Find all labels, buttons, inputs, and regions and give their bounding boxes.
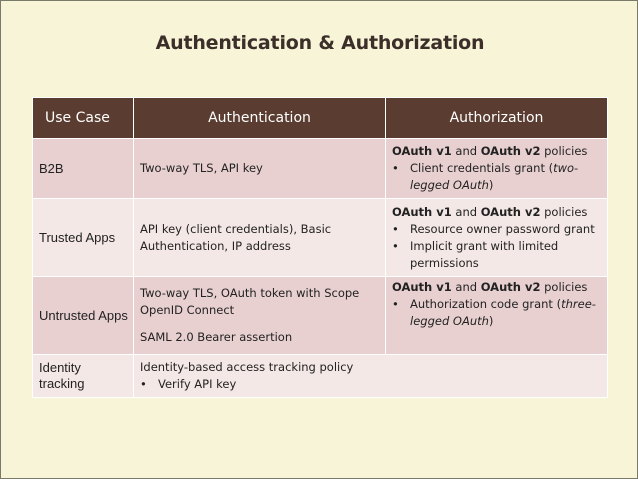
bullet-icon: • xyxy=(392,238,399,253)
table-row xyxy=(33,199,608,277)
list-item: • Implicit grant with limited permissions xyxy=(392,238,559,270)
authentication-cell: API key (client credentials), Basic Authentication, IP address xyxy=(134,199,386,277)
authorization-cell xyxy=(386,199,608,277)
list-item: • Resource owner password grant xyxy=(392,221,595,236)
authorization-cell xyxy=(386,277,608,355)
bullet-icon: • xyxy=(392,161,399,175)
header-use-case: Use Case xyxy=(33,98,134,139)
slide-title: Authentication & Authorization xyxy=(155,32,485,54)
use-case-cell: Trusted Apps xyxy=(33,199,134,277)
table-row xyxy=(33,139,608,199)
table-row xyxy=(33,355,608,398)
list-item: • Client credentials grant (two-legged OAuth) xyxy=(392,161,579,192)
authentication-extra: SAML 2.0 Bearer assertion xyxy=(140,330,293,344)
header-authentication: Authentication xyxy=(134,98,386,139)
use-case-cell: Identity tracking xyxy=(33,355,134,398)
authentication-cell: Two-way TLS, OAuth token with Scope OpenID Connect SAML 2.0 Bearer assertion xyxy=(134,277,386,355)
auth-table xyxy=(32,97,608,398)
list-item: • Authorization code grant (three-legged OAuth) xyxy=(392,297,596,328)
authentication-cell: Two-way TLS, API key xyxy=(134,139,386,199)
use-case-cell: Untrusted Apps xyxy=(33,277,134,355)
identity-tracking-cell: Identity-based access tracking policy • Verify API key xyxy=(134,355,608,398)
use-case-cell: B2B xyxy=(33,139,134,199)
authorization-lead: OAuth v1 and OAuth v2 policies xyxy=(392,204,588,219)
header-authorization: Authorization xyxy=(386,98,608,139)
table-row xyxy=(33,277,608,355)
authorization-lead: OAuth v1 and OAuth v2 policies xyxy=(392,280,588,294)
list-item: • Verify API key xyxy=(140,377,237,391)
table-header-row xyxy=(33,98,608,139)
bullet-icon: • xyxy=(392,297,399,311)
authorization-cell xyxy=(386,139,608,199)
bullet-icon: • xyxy=(392,221,399,236)
bullet-icon: • xyxy=(140,377,147,391)
authorization-lead: OAuth v1 and OAuth v2 policies xyxy=(392,144,588,158)
